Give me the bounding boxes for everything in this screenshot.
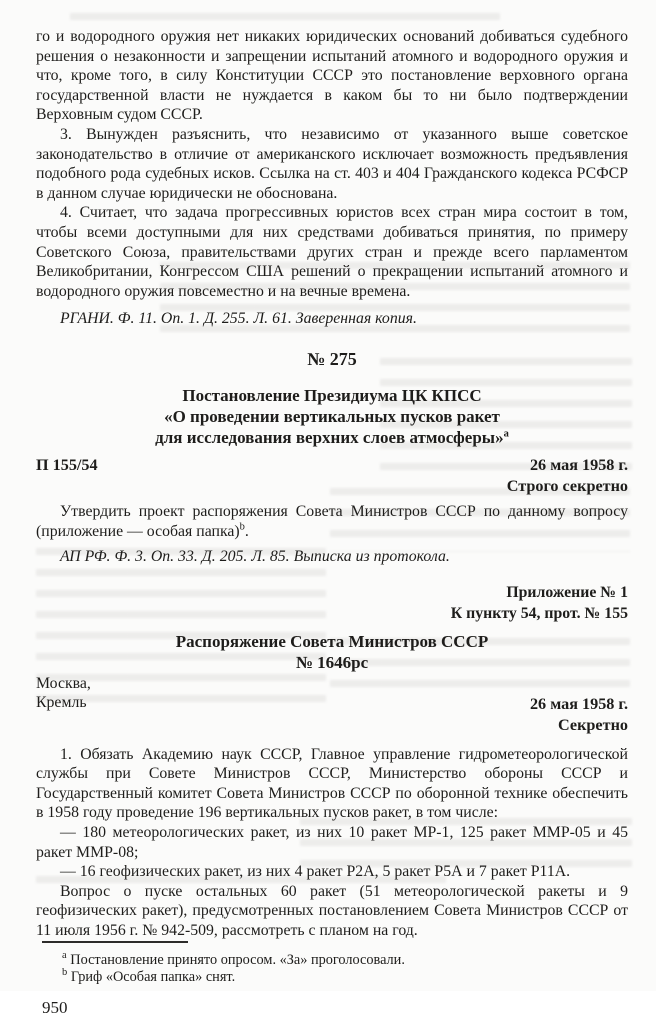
document-meta-row [36, 455, 628, 497]
footnote-a-text: Постановление принято опросом. «За» проголосовали. [70, 951, 405, 968]
directive-paragraph-1: 1. Обязать Академию наук СССР, Главное управление гидрометеорологической службы при Совете Министров СССР, Министерство обороны СССР и Государственный комитет Совета Министров СССР по оборонной технике обеспечить в 1958 году проведение 196 вертикальных пусков ракет, в том числе: [36, 745, 628, 822]
issuing-place-line-2: Кремль [36, 694, 87, 712]
previous-document-continuation [36, 27, 628, 329]
footnote-marker-b-ref: b [239, 521, 245, 533]
document-title-line-1: Постановление Президиума ЦК КПСС [182, 385, 482, 405]
decree-body-text: Утвердить проект распоряжения Совета Министров СССР по данному вопросу (приложение — особая папка) [36, 502, 628, 540]
document-title-line-2: «О проведении вертикальных пусков ракет [164, 406, 500, 426]
document-title [36, 385, 628, 448]
issuing-place-line-1: Москва, [36, 674, 91, 692]
archive-citation: РГАНИ. Ф. 11. Оп. 1. Д. 255. Л. 61. Заверенная копия. [60, 310, 417, 328]
footnote-separator-rule [42, 941, 188, 943]
directive-list-item-1: — 180 метеорологических ракет, из них 10 ракет МР-1, 125 ракет ММР-05 и 45 ракет ММР-08; [36, 824, 628, 861]
directive-date-classification [530, 694, 628, 736]
footnote-b-text: Гриф «Особая папка» снят. [70, 968, 236, 985]
document-number-heading: № 275 [307, 348, 357, 369]
decree-body-paragraph [36, 502, 628, 541]
directive-title-line-1: Распоряжение Совета Министров СССР [175, 631, 489, 651]
protocol-code: П 155/54 [36, 455, 98, 474]
paragraph-continuation: го и водородного оружия нет никаких юридических оснований добиваться судебного решения о незаконности и запрещении испытаний атомного и водородного оружия и что, кроме того, в силу Конституции СССР это постановление верховного органа государственной власти не нуждается в каком бы то ни было подтверждении Верховным судом СССР. [36, 28, 628, 124]
footnote-b [36, 969, 628, 986]
directive-paragraph-2: Вопрос о пуске остальных 60 ракет (51 метеорологической ракеты и 9 геофизических ракет), предусмотренных постановлением Совета Министров СССР от 11 июля 1956 г. № 942-509, рассмотреть с планом на год. [36, 882, 628, 940]
issuing-place [36, 674, 91, 713]
directive-classification: Секретно [558, 715, 628, 734]
paragraph-point-3: 3. Вынужден разъяснить, что независимо от указанного выше советское законодательство в отличие от американского исключает возможность предъявления подобного рода судебных исков. Ссылка на ст. 403 и 404 Гражданского кодекса РСФСР в данном случае юридически не обоснована. [36, 125, 628, 202]
document-275 [36, 329, 628, 567]
footnote-a-marker: a [62, 949, 67, 961]
footnote-block [36, 941, 628, 998]
footnote-b-marker: b [62, 967, 68, 979]
footnote-a [36, 949, 628, 969]
bleed-through-artifact [70, 13, 500, 26]
archive-citation: АП РФ. Ф. 3. Оп. 33. Д. 205. Л. 85. Выписка из протокола. [60, 548, 450, 566]
paragraph-point-4: 4. Считает, что задача прогрессивных юристов всех стран мира состоит в том, чтобы всеми доступными для них средствами добиваться принятия, по примеру Советского Союза, правительствами других стран и прежде всего парламентом Великобритании, Конгрессом США решений о прекращении испытаний атомного и водородного оружия повсеместно и на вечные времена. [36, 204, 628, 300]
page-number: 950 [42, 998, 68, 1018]
appendix-label [36, 582, 628, 624]
directive-meta-row [36, 674, 628, 736]
document-title-line-3: для исследования верхних слоев атмосферы» [155, 427, 504, 447]
attachment-directive [36, 567, 628, 941]
document-date: 26 мая 1958 г. [529, 455, 628, 474]
directive-title [36, 631, 628, 673]
decree-body-period: . [244, 522, 249, 540]
page-content [36, 27, 628, 1020]
appendix-label-line-2: К пункту 54, прот. № 155 [450, 604, 628, 622]
document-classification: Строго секретно [506, 476, 628, 495]
document-date-classification [507, 455, 628, 497]
directive-date: 26 мая 1958 г. [529, 694, 628, 713]
footnote-marker-a-ref: a [503, 428, 509, 440]
appendix-label-line-1: Приложение № 1 [506, 583, 628, 601]
directive-list-item-2: — 16 геофизических ракет, из них 4 ракет Р2А, 5 ракет Р5А и 7 ракет Р11А. [60, 863, 571, 881]
directive-title-line-2: № 1646рс [295, 652, 369, 672]
